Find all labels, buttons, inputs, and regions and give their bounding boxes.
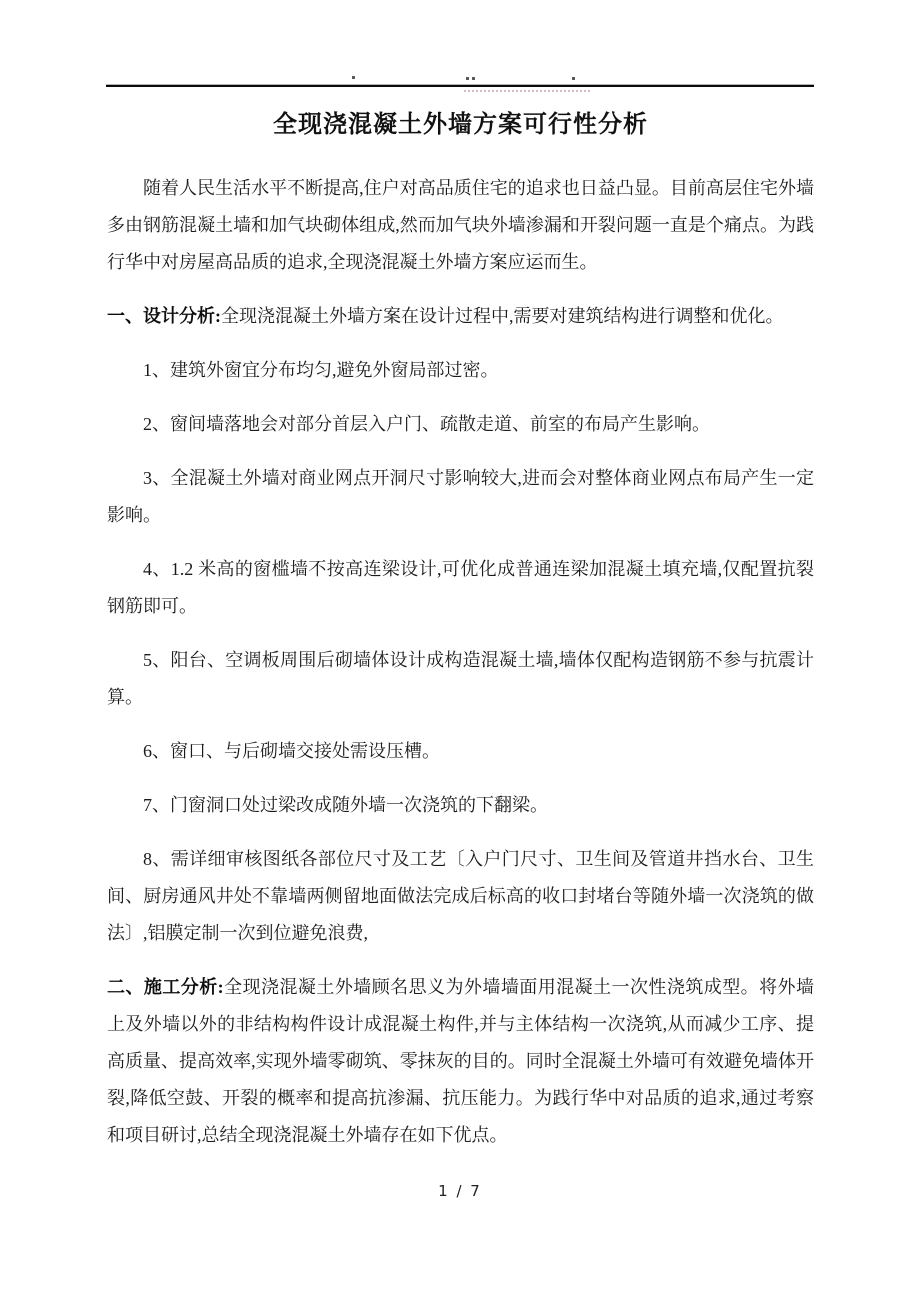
- section1-heading-paragraph: [107, 298, 814, 335]
- page-number: 1 / 7: [438, 1182, 482, 1200]
- section2-body-text: 全现浇混凝土外墙顾名思义为外墙墙面用混凝土一次性浇筑成型。将外墙上及外墙以外的非结构构件设计成混凝土构件,并与主体结构一次浇筑,从而减少工序、提高质量、提高效率,实现外墙零砌筑、零抹灰的目的。同时全混凝土外墙可有效避免墙体开裂,降低空鼓、开裂的概率和提高抗渗漏、抗压能力。为践行华中对品质的追求,通过考察和项目研讨,总结全现浇混凝土外墙存在如下优点。: [107, 977, 814, 1145]
- design-item-7: 7、门窗洞口处过梁改成随外墙一次浇筑的下翻梁。: [143, 795, 548, 815]
- section2-heading-paragraph: [107, 969, 814, 1154]
- section1-lead-text: 全现浇混凝土外墙方案在设计过程中,需要对建筑结构进行调整和优化。: [221, 306, 784, 326]
- design-item-1: 1、建筑外窗宜分布均匀,避免外窗局部过密。: [143, 360, 499, 380]
- document-title: 全现浇混凝土外墙方案可行性分析: [273, 112, 648, 138]
- design-item-2: 2、窗间墙落地会对部分首层入户门、疏散走道、前室的布局产生影响。: [143, 414, 710, 434]
- section2-heading: 二、施工分析:: [107, 977, 224, 997]
- page-footer: [0, 1180, 920, 1202]
- intro-paragraph: 随着人民生活水平不断提高,住户对高品质住宅的追求也日益凸显。目前高层住宅外墙多由钢筋混凝土墙和加气块砌体组成,然而加气块外墙渗漏和开裂问题一直是个痛点。为践行华中对房屋高品质的追求,全现浇混凝土外墙方案应运而生。: [107, 178, 814, 272]
- design-item-5: 5、阳台、空调板周围后砌墙体设计成构造混凝土墙,墙体仅配构造钢筋不参与抗震计算。: [107, 650, 814, 707]
- design-item-6: 6、窗口、与后砌墙交接处需设压槽。: [143, 741, 440, 761]
- design-item-8: 8、需详细审核图纸各部位尺寸及工艺〔入户门尺寸、卫生间及管道井挡水台、卫生间、厨房通风井处不靠墙两侧留地面做法完成后标高的收口封堵台等随外墙一次浇筑的做法〕,铝膜定制一次到位避免浪费,: [107, 849, 814, 943]
- document-content: [107, 0, 814, 1171]
- section1-heading: 一、设计分析:: [107, 306, 221, 326]
- design-item-3: 3、全混凝土外墙对商业网点开洞尺寸影响较大,进而会对整体商业网点布局产生一定影响。: [107, 468, 814, 525]
- design-item-4: 4、1.2 米高的窗槛墙不按高连梁设计,可优化成普通连梁加混凝土填充墙,仅配置抗裂钢筋即可。: [107, 559, 814, 616]
